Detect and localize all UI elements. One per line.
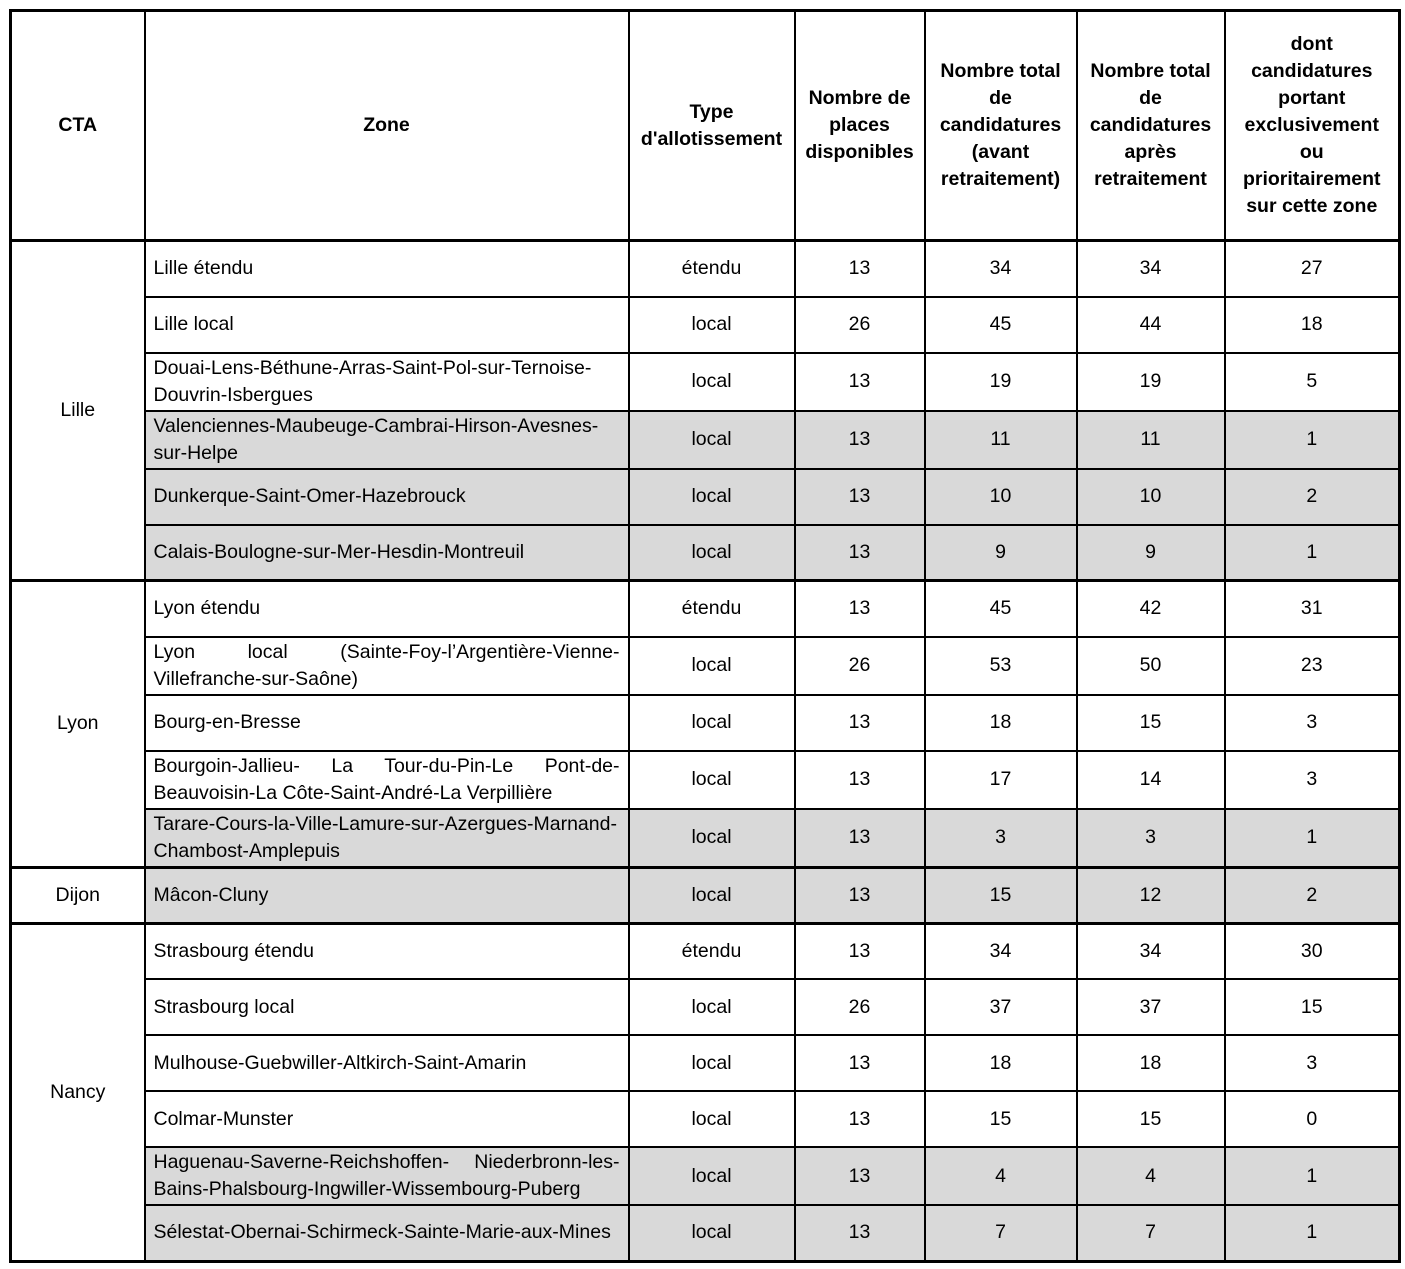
- places-cell: 13: [795, 411, 925, 469]
- table-row: [11, 241, 1400, 297]
- places-cell: 13: [795, 1205, 925, 1261]
- dont-cell: 3: [1225, 695, 1400, 751]
- apres-cell: 42: [1077, 581, 1225, 637]
- table-row: [11, 751, 1400, 809]
- dont-cell: 1: [1225, 411, 1400, 469]
- apres-cell: 12: [1077, 867, 1225, 923]
- type-cell: local: [629, 695, 795, 751]
- apres-cell: 34: [1077, 923, 1225, 979]
- dont-cell: 1: [1225, 809, 1400, 868]
- zone-cell: Bourgoin-Jallieu- La Tour-du-Pin-Le Pont-de-Beauvoisin-La Côte-Saint-André-La Verpillière: [145, 751, 629, 809]
- avant-cell: 17: [925, 751, 1077, 809]
- places-cell: 13: [795, 525, 925, 581]
- avant-cell: 19: [925, 353, 1077, 411]
- table-row: [11, 809, 1400, 868]
- type-cell: local: [629, 751, 795, 809]
- avant-cell: 45: [925, 581, 1077, 637]
- zone-cell: Tarare-Cours-la-Ville-Lamure-sur-Azergues-Marnand-Chambost-Amplepuis: [145, 809, 629, 868]
- apres-cell: 7: [1077, 1205, 1225, 1261]
- avant-cell: 4: [925, 1147, 1077, 1205]
- zone-cell: Douai-Lens-Béthune-Arras-Saint-Pol-sur-Ternoise-Douvrin-Isbergues: [145, 353, 629, 411]
- apres-cell: 15: [1077, 1091, 1225, 1147]
- avant-cell: 53: [925, 637, 1077, 695]
- type-cell: local: [629, 411, 795, 469]
- avant-cell: 10: [925, 469, 1077, 525]
- zone-cell: Lyon local (Sainte-Foy-l’Argentière-Vienne-Villefranche-sur-Saône): [145, 637, 629, 695]
- zone-cell: Strasbourg local: [145, 979, 629, 1035]
- zone-cell: Calais-Boulogne-sur-Mer-Hesdin-Montreuil: [145, 525, 629, 581]
- zone-cell: Valenciennes-Maubeuge-Cambrai-Hirson-Avesnes-sur-Helpe: [145, 411, 629, 469]
- places-cell: 13: [795, 1147, 925, 1205]
- table-row: [11, 923, 1400, 979]
- zone-cell: Colmar-Munster: [145, 1091, 629, 1147]
- zone-cell: Haguenau-Saverne-Reichshoffen- Niederbronn-les-Bains-Phalsbourg-Ingwiller-Wissembourg-Puberg: [145, 1147, 629, 1205]
- avant-cell: 3: [925, 809, 1077, 868]
- dont-cell: 31: [1225, 581, 1400, 637]
- places-cell: 26: [795, 297, 925, 353]
- apres-cell: 3: [1077, 809, 1225, 868]
- apres-cell: 14: [1077, 751, 1225, 809]
- zone-cell: Strasbourg étendu: [145, 923, 629, 979]
- type-cell: local: [629, 353, 795, 411]
- table-body: [11, 241, 1400, 1262]
- dont-cell: 3: [1225, 1035, 1400, 1091]
- apres-cell: 18: [1077, 1035, 1225, 1091]
- avant-cell: 34: [925, 241, 1077, 297]
- table-row: [11, 1147, 1400, 1205]
- zone-cell: Bourg-en-Bresse: [145, 695, 629, 751]
- table-row: [11, 1035, 1400, 1091]
- cta-cell: Lyon: [11, 581, 145, 868]
- dont-cell: 2: [1225, 867, 1400, 923]
- avant-cell: 18: [925, 695, 1077, 751]
- header-cell-type: Type d'allotissement: [629, 11, 795, 241]
- dont-cell: 3: [1225, 751, 1400, 809]
- apres-cell: 44: [1077, 297, 1225, 353]
- type-cell: local: [629, 1091, 795, 1147]
- dont-cell: 1: [1225, 525, 1400, 581]
- table-row: [11, 353, 1400, 411]
- zone-cell: Mulhouse-Guebwiller-Altkirch-Saint-Amarin: [145, 1035, 629, 1091]
- type-cell: étendu: [629, 923, 795, 979]
- table-row: [11, 867, 1400, 923]
- zone-cell: Lyon étendu: [145, 581, 629, 637]
- avant-cell: 9: [925, 525, 1077, 581]
- dont-cell: 1: [1225, 1205, 1400, 1261]
- type-cell: local: [629, 809, 795, 868]
- places-cell: 13: [795, 923, 925, 979]
- zone-cell: Dunkerque-Saint-Omer-Hazebrouck: [145, 469, 629, 525]
- avant-cell: 15: [925, 867, 1077, 923]
- avant-cell: 34: [925, 923, 1077, 979]
- apres-cell: 34: [1077, 241, 1225, 297]
- places-cell: 13: [795, 1091, 925, 1147]
- type-cell: local: [629, 1147, 795, 1205]
- type-cell: étendu: [629, 241, 795, 297]
- cta-cell: Dijon: [11, 867, 145, 923]
- places-cell: 13: [795, 809, 925, 868]
- avant-cell: 7: [925, 1205, 1077, 1261]
- dont-cell: 5: [1225, 353, 1400, 411]
- header-cell-dont: dont candidatures portant exclusivement ou prioritairement sur cette zone: [1225, 11, 1400, 241]
- table-row: [11, 637, 1400, 695]
- type-cell: local: [629, 1035, 795, 1091]
- cta-cell: Lille: [11, 241, 145, 581]
- table-row: [11, 979, 1400, 1035]
- table-row: [11, 297, 1400, 353]
- dont-cell: 0: [1225, 1091, 1400, 1147]
- table-header: [11, 11, 1400, 241]
- places-cell: 13: [795, 469, 925, 525]
- apres-cell: 11: [1077, 411, 1225, 469]
- type-cell: local: [629, 297, 795, 353]
- header-cell-zone: Zone: [145, 11, 629, 241]
- apres-cell: 4: [1077, 1147, 1225, 1205]
- places-cell: 13: [795, 867, 925, 923]
- zone-cell: Lille local: [145, 297, 629, 353]
- dont-cell: 15: [1225, 979, 1400, 1035]
- apres-cell: 19: [1077, 353, 1225, 411]
- header-cell-cta: CTA: [11, 11, 145, 241]
- table-row: [11, 1205, 1400, 1261]
- header-row: [11, 11, 1400, 241]
- type-cell: local: [629, 867, 795, 923]
- avant-cell: 15: [925, 1091, 1077, 1147]
- table-row: [11, 1091, 1400, 1147]
- zone-cell: Lille étendu: [145, 241, 629, 297]
- allotissement-table: [9, 9, 1401, 1263]
- dont-cell: 18: [1225, 297, 1400, 353]
- dont-cell: 27: [1225, 241, 1400, 297]
- dont-cell: 30: [1225, 923, 1400, 979]
- places-cell: 13: [795, 1035, 925, 1091]
- table-row: [11, 411, 1400, 469]
- cta-cell: Nancy: [11, 923, 145, 1261]
- table-row: [11, 695, 1400, 751]
- apres-cell: 10: [1077, 469, 1225, 525]
- zone-cell: Sélestat-Obernai-Schirmeck-Sainte-Marie-aux-Mines: [145, 1205, 629, 1261]
- dont-cell: 2: [1225, 469, 1400, 525]
- avant-cell: 37: [925, 979, 1077, 1035]
- apres-cell: 9: [1077, 525, 1225, 581]
- type-cell: local: [629, 525, 795, 581]
- table-row: [11, 525, 1400, 581]
- type-cell: étendu: [629, 581, 795, 637]
- table-row: [11, 581, 1400, 637]
- places-cell: 26: [795, 637, 925, 695]
- header-cell-places: Nombre de places disponibles: [795, 11, 925, 241]
- table-row: [11, 469, 1400, 525]
- type-cell: local: [629, 979, 795, 1035]
- type-cell: local: [629, 469, 795, 525]
- zone-cell: Mâcon-Cluny: [145, 867, 629, 923]
- places-cell: 26: [795, 979, 925, 1035]
- apres-cell: 50: [1077, 637, 1225, 695]
- avant-cell: 45: [925, 297, 1077, 353]
- avant-cell: 11: [925, 411, 1077, 469]
- places-cell: 13: [795, 751, 925, 809]
- apres-cell: 37: [1077, 979, 1225, 1035]
- avant-cell: 18: [925, 1035, 1077, 1091]
- header-cell-avant: Nombre total de candidatures (avant retraitement): [925, 11, 1077, 241]
- places-cell: 13: [795, 353, 925, 411]
- apres-cell: 15: [1077, 695, 1225, 751]
- places-cell: 13: [795, 581, 925, 637]
- dont-cell: 23: [1225, 637, 1400, 695]
- type-cell: local: [629, 637, 795, 695]
- places-cell: 13: [795, 695, 925, 751]
- header-cell-apres: Nombre total de candidatures après retraitement: [1077, 11, 1225, 241]
- type-cell: local: [629, 1205, 795, 1261]
- places-cell: 13: [795, 241, 925, 297]
- dont-cell: 1: [1225, 1147, 1400, 1205]
